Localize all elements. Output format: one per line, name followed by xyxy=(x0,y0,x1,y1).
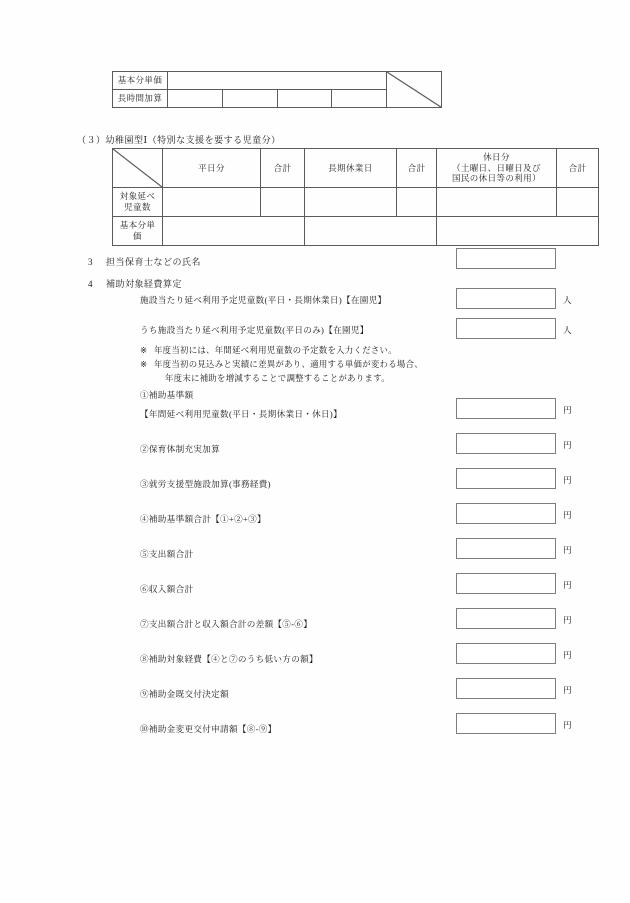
label-expenditure-total: ⑤支出額合計 xyxy=(140,549,194,559)
table-header-row xyxy=(113,149,599,188)
note-2-continuation: 年度末に補助を増減することで調整することがあります。 xyxy=(165,374,390,383)
holiday-header-line-2: （土曜日、日曜日及び xyxy=(451,162,541,173)
unit-yen-4: 円 xyxy=(563,510,572,520)
section-number: （３） xyxy=(77,135,106,145)
input-total-planned-children-weekday-vacation[interactable] xyxy=(456,288,556,309)
table-row xyxy=(113,217,599,246)
section-title: 幼稚園型Ⅰ（特別な支援を要する児童分） xyxy=(105,135,281,145)
row-label-long-hours-surcharge: 長時間加算 xyxy=(113,90,168,108)
label-income-total: ⑥収入額合計 xyxy=(140,584,194,594)
unit-people-1: 人 xyxy=(563,295,572,305)
unit-yen-3: 円 xyxy=(563,475,572,485)
holiday-header-line-3: 国民の休日等の利用） xyxy=(451,173,541,184)
table-row xyxy=(113,188,599,217)
cell-corner-diagonal xyxy=(113,149,163,188)
item-3-number: 3 xyxy=(88,257,93,267)
cell-long-hours-1[interactable] xyxy=(168,90,223,108)
item-3-label: 担当保育士などの氏名 xyxy=(106,257,202,267)
staff-name-input[interactable] xyxy=(456,248,556,269)
item-4-row xyxy=(88,277,182,290)
cell-long-hours-3[interactable] xyxy=(277,90,332,108)
cell-child-count-long-vacation[interactable] xyxy=(305,188,397,217)
unit-people-2: 人 xyxy=(563,325,572,335)
column-header-weekday: 平日分 xyxy=(163,149,261,188)
label-annual-children-bracket: 【年間延べ利用児童数(平日・長期休業日・休日)】 xyxy=(140,409,342,419)
item-4-label: 補助対象経費算定 xyxy=(106,279,183,289)
label-already-granted-subsidy: ⑨補助金既交付決定額 xyxy=(140,689,229,699)
input-total-planned-children-weekday-only[interactable] xyxy=(456,318,556,339)
item-3-row xyxy=(88,255,201,268)
row-label-base-unit-price: 基本分単価 xyxy=(113,72,168,90)
label-subsidy-change-application: ⑩補助金変更交付申請額【⑧-⑨】 xyxy=(140,724,277,734)
column-header-long-vacation: 長期休業日 xyxy=(305,149,397,188)
item-4-number: 4 xyxy=(88,279,93,289)
input-expenditure-total[interactable] xyxy=(456,538,556,559)
input-already-granted-subsidy[interactable] xyxy=(456,678,556,699)
input-subsidy-standard-total[interactable] xyxy=(456,503,556,524)
input-subsidy-target-expense[interactable] xyxy=(456,643,556,664)
cell-child-count-weekday[interactable] xyxy=(163,188,261,217)
unit-yen-5: 円 xyxy=(563,545,572,555)
cell-base-price-weekday[interactable] xyxy=(163,217,305,246)
unit-yen-7: 円 xyxy=(563,615,572,625)
label-subsidy-standard-total: ④補助基準額合計【①+②+③】 xyxy=(140,514,266,524)
label-total-planned-children-weekday-only: うち施設当たり延べ利用予定児童数(平日のみ)【在園児】 xyxy=(140,325,369,335)
cell-child-count-holiday-total[interactable] xyxy=(557,188,599,217)
label-employment-support-facility: ③就労支援型施設加算(事務経費) xyxy=(140,479,271,489)
column-header-holiday-total: 合計 xyxy=(557,149,599,188)
row-label-line-1: 基本分単 xyxy=(119,220,156,231)
cell-diagonal-blocked xyxy=(387,72,442,108)
row-label-base-unit-price xyxy=(113,217,163,246)
kindergarten-type1-table xyxy=(112,148,599,246)
note-mark-1: ※ xyxy=(140,346,148,355)
unit-yen-8: 円 xyxy=(563,650,572,660)
cell-child-count-weekday-total[interactable] xyxy=(261,188,305,217)
label-total-planned-children-weekday-vacation: 施設当たり延べ利用予定児童数(平日・長期休業日)【在園児】 xyxy=(140,295,387,305)
input-income-total[interactable] xyxy=(456,573,556,594)
cell-base-unit-price-value[interactable] xyxy=(168,72,387,90)
cell-base-price-holiday[interactable] xyxy=(437,217,599,246)
input-subsidy-standard-amount[interactable] xyxy=(456,398,556,419)
row-label-target-child-count xyxy=(113,188,163,217)
unit-yen-2: 円 xyxy=(563,440,572,450)
cell-long-hours-4[interactable] xyxy=(332,90,387,108)
unit-yen-1: 円 xyxy=(563,405,572,415)
cell-child-count-long-vacation-total[interactable] xyxy=(397,188,437,217)
label-expenditure-income-difference: ⑦支出額合計と収入額合計の差額【⑤-⑥】 xyxy=(140,619,313,629)
column-header-holiday xyxy=(437,149,557,188)
note-text-1: 年度当初には、年間延べ利用児童数の予定数を入力ください。 xyxy=(154,346,397,355)
table-row xyxy=(113,72,442,90)
section-heading-3 xyxy=(77,133,281,146)
input-childcare-system-enhancement[interactable] xyxy=(456,433,556,454)
holiday-header-line-1: 休日分 xyxy=(483,152,510,163)
input-expenditure-income-difference[interactable] xyxy=(456,608,556,629)
note-2 xyxy=(140,358,423,370)
row-label-line-1: 対象延べ xyxy=(119,191,156,202)
note-mark-2: ※ xyxy=(140,360,148,369)
label-subsidy-standard-amount: ①補助基準額 xyxy=(140,390,194,400)
note-text-2: 年度当初の見込みと実績に差異があり、適用する単価が変わる場合、 xyxy=(154,360,423,369)
label-subsidy-target-expense: ⑧補助対象経費【④と⑦のうち低い方の額】 xyxy=(140,654,318,664)
cell-long-hours-2[interactable] xyxy=(222,90,277,108)
cell-child-count-holiday[interactable] xyxy=(437,188,557,217)
label-childcare-system-enhancement: ②保育体制充実加算 xyxy=(140,444,221,454)
input-subsidy-change-application[interactable] xyxy=(456,713,556,734)
unit-price-table xyxy=(112,71,442,108)
cell-base-price-long-vacation[interactable] xyxy=(305,217,437,246)
diagonal-slash-icon xyxy=(113,149,162,187)
diagonal-slash-icon xyxy=(387,72,441,107)
row-label-line-2: 価 xyxy=(133,231,142,241)
column-header-weekday-total: 合計 xyxy=(261,149,305,188)
note-1 xyxy=(140,344,397,356)
unit-yen-6: 円 xyxy=(563,580,572,590)
input-employment-support-facility[interactable] xyxy=(456,468,556,489)
row-label-line-2: 児童数 xyxy=(124,202,151,212)
unit-yen-9: 円 xyxy=(563,685,572,695)
unit-yen-10: 円 xyxy=(563,720,572,730)
column-header-long-vacation-total: 合計 xyxy=(397,149,437,188)
